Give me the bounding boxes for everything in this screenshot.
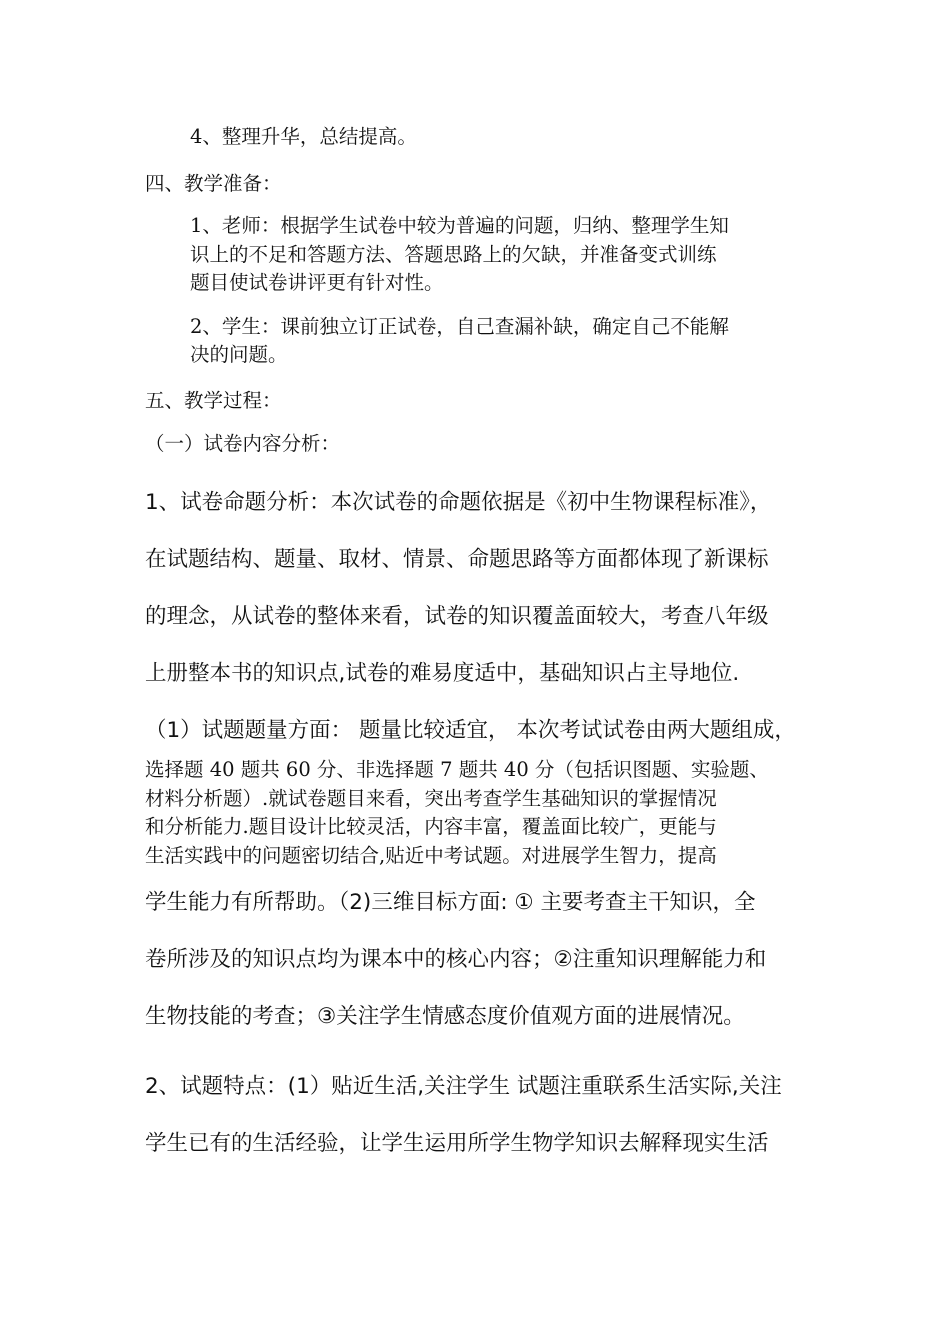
paragraph-line: 1、老师：根据学生试卷中较为普遍的问题，归纳、整理学生知 <box>190 214 729 237</box>
section-heading: 五、教学过程： <box>145 389 282 412</box>
paragraph-line: 卷所涉及的知识点均为课本中的核心内容；②注重知识理解能力和 <box>145 947 767 972</box>
paragraph-line: 学生已有的生活经验，让学生运用所学生物学知识去解释现实生活 <box>145 1131 769 1156</box>
paragraph-line: 材料分析题）.就试卷题目来看，突出考查学生基础知识的掌握情况 <box>145 787 717 810</box>
section-heading: 四、教学准备： <box>145 172 282 195</box>
paragraph-line: （1）试题题量方面： 题量比较适宜， 本次考试试卷由两大题组成， <box>145 718 796 743</box>
paragraph-line: 上册整本书的知识点,试卷的难易度适中，基础知识占主导地位. <box>145 661 740 686</box>
paragraph-line: 1、试卷命题分析：本次试卷的命题依据是《初中生物课程标准》， <box>145 490 772 515</box>
paragraph-line: 的理念，从试卷的整体来看，试卷的知识覆盖面较大，考查八年级 <box>145 604 769 629</box>
paragraph-line: 2、试题特点：(1）贴近生活,关注学生 试题注重联系生活实际,关注 <box>145 1074 782 1099</box>
paragraph-line: 学生能力有所帮助。（2)三维目标方面: ① 主要考查主干知识，全 <box>145 890 756 915</box>
list-item: 4、整理升华，总结提高。 <box>190 125 417 148</box>
paragraph-line: 选择题 40 题共 60 分、非选择题 7 题共 40 分（包括识图题、实验题、 <box>145 758 769 781</box>
paragraph-line: 生物技能的考查；③关注学生情感态度价值观方面的进展情况。 <box>145 1004 745 1029</box>
paragraph-line: 在试题结构、题量、取材、情景、命题思路等方面都体现了新课标 <box>145 547 769 572</box>
paragraph-line: 2、学生：课前独立订正试卷，自己查漏补缺，确定自己不能解 <box>190 315 729 338</box>
subsection-heading: （一）试卷内容分析： <box>145 432 341 455</box>
paragraph-line: 识上的不足和答题方法、答题思路上的欠缺，并准备变式训练 <box>190 243 717 266</box>
paragraph-line: 题目使试卷讲评更有针对性。 <box>190 271 444 294</box>
paragraph-line: 决的问题。 <box>190 343 288 366</box>
paragraph-line: 和分析能力.题目设计比较灵活，内容丰富，覆盖面比较广，更能与 <box>145 815 717 838</box>
paragraph-line: 生活实践中的问题密切结合,贴近中考试题。对进展学生智力，提高 <box>145 844 717 867</box>
